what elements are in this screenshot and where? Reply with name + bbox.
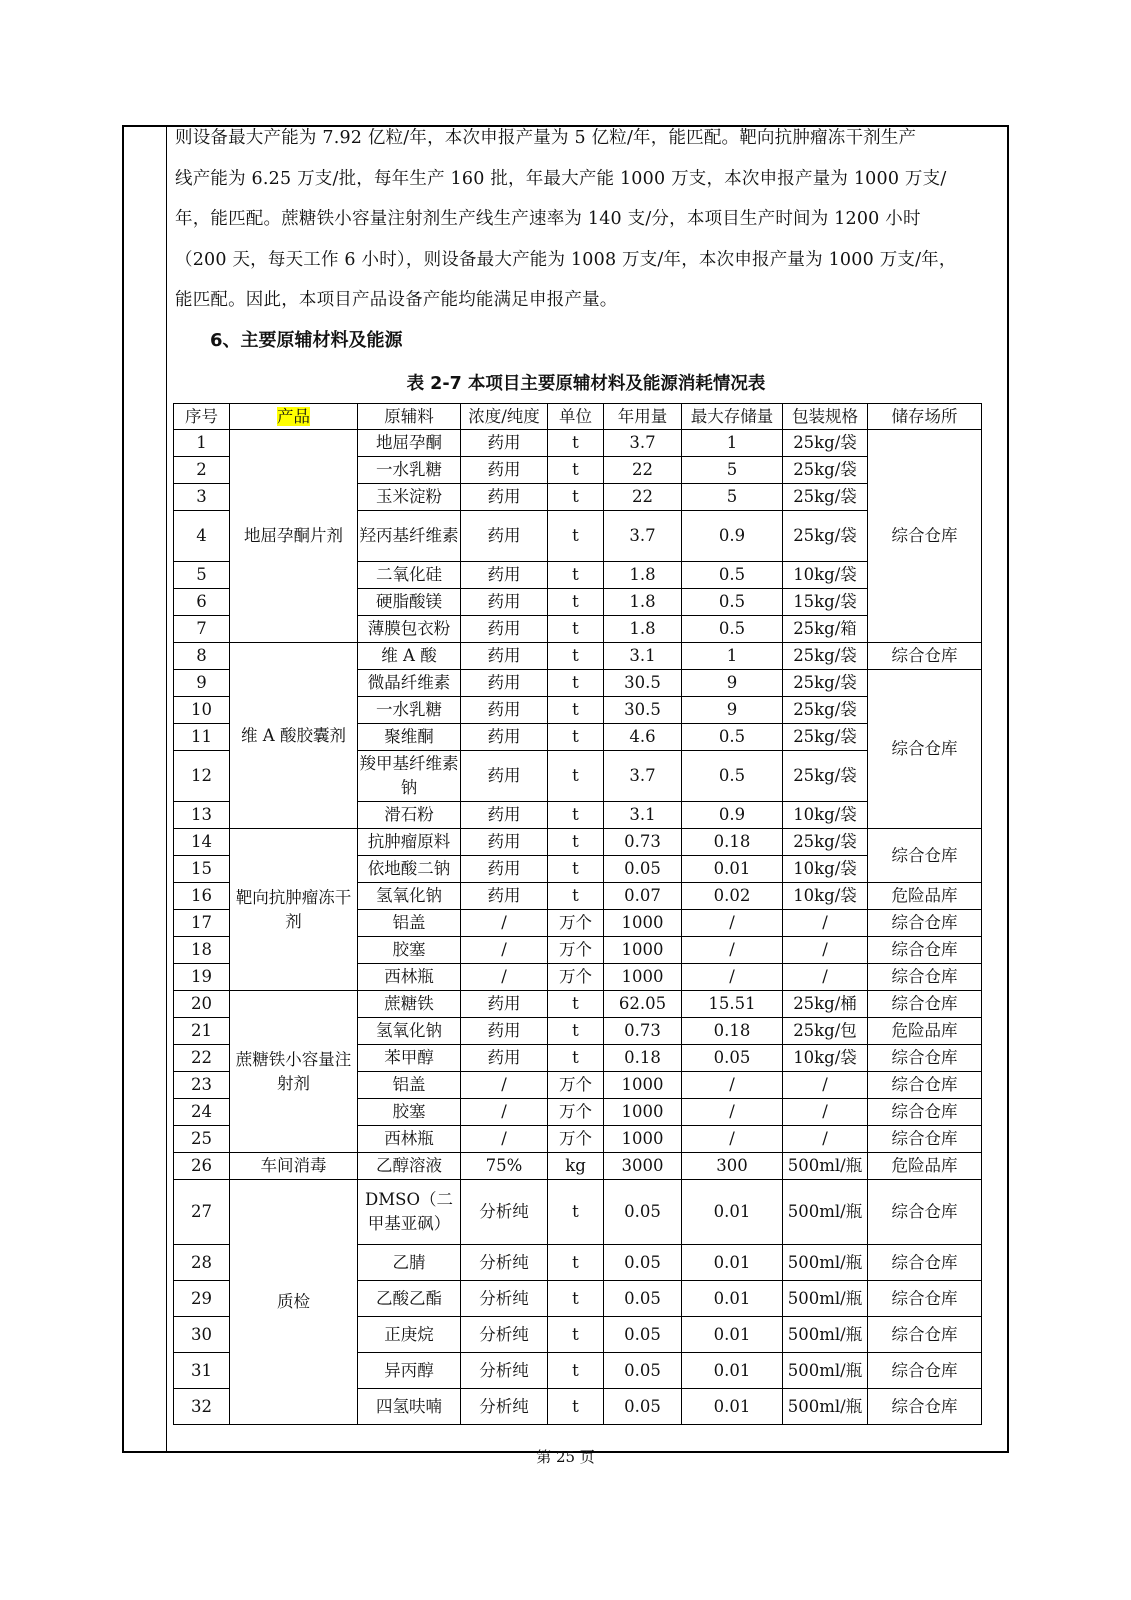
cell-purity: 分析纯 bbox=[461, 1389, 548, 1425]
cell-unit: t bbox=[548, 616, 604, 643]
cell-storage-place: 综合仓库 bbox=[868, 1099, 982, 1126]
cell-material: 羧甲基纤维素钠 bbox=[358, 751, 461, 802]
cell-package: 10kg/袋 bbox=[783, 856, 868, 883]
cell-index: 20 bbox=[174, 991, 230, 1018]
cell-index: 10 bbox=[174, 697, 230, 724]
cell-annual-usage: 3.7 bbox=[604, 751, 682, 802]
cell-purity: 药用 bbox=[461, 1018, 548, 1045]
cell-annual-usage: 4.6 bbox=[604, 724, 682, 751]
cell-unit: t bbox=[548, 643, 604, 670]
cell-max-storage: / bbox=[682, 910, 783, 937]
cell-index: 4 bbox=[174, 511, 230, 562]
cell-annual-usage: 22 bbox=[604, 457, 682, 484]
table-row bbox=[174, 430, 982, 457]
cell-material: 羟丙基纤维素 bbox=[358, 511, 461, 562]
cell-annual-usage: 1000 bbox=[604, 1099, 682, 1126]
cell-max-storage: 0.01 bbox=[682, 1353, 783, 1389]
cell-storage-place: 综合仓库 bbox=[868, 964, 982, 991]
cell-purity: 分析纯 bbox=[461, 1281, 548, 1317]
cell-storage-place: 综合仓库 bbox=[868, 1126, 982, 1153]
cell-annual-usage: 1000 bbox=[604, 910, 682, 937]
cell-index: 23 bbox=[174, 1072, 230, 1099]
cell-storage-place: 综合仓库 bbox=[868, 430, 982, 643]
cell-unit: t bbox=[548, 1389, 604, 1425]
cell-material: DMSO（二甲基亚砜） bbox=[358, 1180, 461, 1245]
header-max-storage: 最大存储量 bbox=[682, 404, 783, 430]
cell-max-storage: 0.18 bbox=[682, 829, 783, 856]
cell-max-storage: 0.01 bbox=[682, 1317, 783, 1353]
cell-package: 500ml/瓶 bbox=[783, 1281, 868, 1317]
cell-purity: / bbox=[461, 910, 548, 937]
cell-index: 15 bbox=[174, 856, 230, 883]
cell-unit: t bbox=[548, 457, 604, 484]
cell-purity: 药用 bbox=[461, 643, 548, 670]
cell-index: 14 bbox=[174, 829, 230, 856]
cell-max-storage: 0.5 bbox=[682, 751, 783, 802]
cell-purity: 药用 bbox=[461, 430, 548, 457]
cell-package: 25kg/袋 bbox=[783, 511, 868, 562]
cell-package: 500ml/瓶 bbox=[783, 1180, 868, 1245]
cell-annual-usage: 0.05 bbox=[604, 856, 682, 883]
cell-annual-usage: 0.05 bbox=[604, 1389, 682, 1425]
cell-unit: t bbox=[548, 1018, 604, 1045]
cell-purity: 药用 bbox=[461, 724, 548, 751]
cell-index: 26 bbox=[174, 1153, 230, 1180]
cell-material: 西林瓶 bbox=[358, 1126, 461, 1153]
cell-annual-usage: 22 bbox=[604, 484, 682, 511]
cell-package: 25kg/包 bbox=[783, 1018, 868, 1045]
cell-product: 车间消毒 bbox=[230, 1153, 358, 1180]
cell-material: 铝盖 bbox=[358, 1072, 461, 1099]
cell-max-storage: 0.9 bbox=[682, 802, 783, 829]
cell-index: 31 bbox=[174, 1353, 230, 1389]
cell-storage-place: 危险品库 bbox=[868, 1018, 982, 1045]
cell-index: 28 bbox=[174, 1245, 230, 1281]
cell-annual-usage: 0.05 bbox=[604, 1245, 682, 1281]
cell-unit: 万个 bbox=[548, 964, 604, 991]
cell-annual-usage: 3.7 bbox=[604, 430, 682, 457]
header-unit: 单位 bbox=[548, 404, 604, 430]
cell-storage-place: 综合仓库 bbox=[868, 1281, 982, 1317]
materials-table bbox=[173, 403, 982, 1425]
cell-max-storage: 0.5 bbox=[682, 589, 783, 616]
cell-max-storage: 0.5 bbox=[682, 724, 783, 751]
cell-index: 2 bbox=[174, 457, 230, 484]
cell-max-storage: 0.5 bbox=[682, 562, 783, 589]
table-caption: 表 2-7 本项目主要原辅材料及能源消耗情况表 bbox=[406, 374, 766, 394]
header-package: 包装规格 bbox=[783, 404, 868, 430]
cell-material: 硬脂酸镁 bbox=[358, 589, 461, 616]
cell-index: 30 bbox=[174, 1317, 230, 1353]
cell-package: 15kg/袋 bbox=[783, 589, 868, 616]
cell-purity: 药用 bbox=[461, 802, 548, 829]
cell-material: 胶塞 bbox=[358, 1099, 461, 1126]
cell-material: 正庚烷 bbox=[358, 1317, 461, 1353]
cell-package: 25kg/袋 bbox=[783, 643, 868, 670]
cell-material: 蔗糖铁 bbox=[358, 991, 461, 1018]
cell-material: 四氢呋喃 bbox=[358, 1389, 461, 1425]
cell-max-storage: 0.01 bbox=[682, 1389, 783, 1425]
paragraph-line: 线产能为 6.25 万支/批，每年生产 160 批，年最大产能 1000 万支，本次申报产量为 1000 万支/ bbox=[175, 168, 947, 189]
cell-index: 29 bbox=[174, 1281, 230, 1317]
cell-index: 11 bbox=[174, 724, 230, 751]
cell-unit: t bbox=[548, 1045, 604, 1072]
cell-package: 500ml/瓶 bbox=[783, 1389, 868, 1425]
cell-unit: t bbox=[548, 1180, 604, 1245]
cell-storage-place: 综合仓库 bbox=[868, 991, 982, 1018]
cell-unit: t bbox=[548, 883, 604, 910]
cell-index: 13 bbox=[174, 802, 230, 829]
cell-package: 10kg/袋 bbox=[783, 562, 868, 589]
cell-material: 氢氧化钠 bbox=[358, 1018, 461, 1045]
cell-purity: 75% bbox=[461, 1153, 548, 1180]
cell-package: 10kg/袋 bbox=[783, 1045, 868, 1072]
cell-max-storage: 0.01 bbox=[682, 1245, 783, 1281]
cell-annual-usage: 1000 bbox=[604, 937, 682, 964]
cell-unit: 万个 bbox=[548, 1126, 604, 1153]
cell-material: 聚维酮 bbox=[358, 724, 461, 751]
cell-storage-place: 综合仓库 bbox=[868, 1072, 982, 1099]
cell-storage-place: 危险品库 bbox=[868, 1153, 982, 1180]
cell-purity: 药用 bbox=[461, 697, 548, 724]
cell-unit: t bbox=[548, 562, 604, 589]
cell-package: 10kg/袋 bbox=[783, 802, 868, 829]
cell-index: 24 bbox=[174, 1099, 230, 1126]
cell-purity: 药用 bbox=[461, 856, 548, 883]
cell-unit: t bbox=[548, 1245, 604, 1281]
cell-unit: t bbox=[548, 802, 604, 829]
cell-unit: 万个 bbox=[548, 910, 604, 937]
cell-max-storage: / bbox=[682, 1126, 783, 1153]
cell-purity: 分析纯 bbox=[461, 1245, 548, 1281]
cell-unit: t bbox=[548, 856, 604, 883]
cell-purity: 分析纯 bbox=[461, 1180, 548, 1245]
cell-material: 乙酸乙酯 bbox=[358, 1281, 461, 1317]
cell-purity: 分析纯 bbox=[461, 1353, 548, 1389]
cell-purity: 药用 bbox=[461, 589, 548, 616]
cell-storage-place: 综合仓库 bbox=[868, 643, 982, 670]
cell-material: 维 A 酸 bbox=[358, 643, 461, 670]
cell-material: 地屈孕酮 bbox=[358, 430, 461, 457]
header-product bbox=[230, 404, 358, 430]
cell-storage-place: 综合仓库 bbox=[868, 1353, 982, 1389]
cell-purity: 药用 bbox=[461, 991, 548, 1018]
cell-storage-place: 综合仓库 bbox=[868, 937, 982, 964]
cell-purity: 药用 bbox=[461, 616, 548, 643]
cell-annual-usage: 1.8 bbox=[604, 589, 682, 616]
cell-unit: 万个 bbox=[548, 1072, 604, 1099]
cell-unit: t bbox=[548, 484, 604, 511]
cell-unit: t bbox=[548, 991, 604, 1018]
header-material: 原辅料 bbox=[358, 404, 461, 430]
cell-purity: 药用 bbox=[461, 562, 548, 589]
cell-max-storage: / bbox=[682, 964, 783, 991]
cell-product: 蔗糖铁小容量注射剂 bbox=[230, 991, 358, 1153]
cell-unit: t bbox=[548, 1281, 604, 1317]
cell-index: 17 bbox=[174, 910, 230, 937]
cell-package: 500ml/瓶 bbox=[783, 1153, 868, 1180]
cell-package: 25kg/袋 bbox=[783, 829, 868, 856]
cell-unit: t bbox=[548, 724, 604, 751]
header-storage-place: 储存场所 bbox=[868, 404, 982, 430]
cell-max-storage: 0.01 bbox=[682, 1180, 783, 1245]
cell-index: 12 bbox=[174, 751, 230, 802]
cell-unit: t bbox=[548, 1353, 604, 1389]
cell-package: 25kg/箱 bbox=[783, 616, 868, 643]
cell-product: 维 A 酸胶囊剂 bbox=[230, 643, 358, 829]
cell-package: / bbox=[783, 910, 868, 937]
cell-purity: 药用 bbox=[461, 670, 548, 697]
cell-annual-usage: 0.05 bbox=[604, 1281, 682, 1317]
cell-index: 5 bbox=[174, 562, 230, 589]
cell-annual-usage: 3.1 bbox=[604, 802, 682, 829]
cell-package: / bbox=[783, 1099, 868, 1126]
cell-index: 6 bbox=[174, 589, 230, 616]
cell-annual-usage: 3.7 bbox=[604, 511, 682, 562]
cell-package: 25kg/袋 bbox=[783, 457, 868, 484]
table-row bbox=[174, 991, 982, 1018]
cell-annual-usage: 62.05 bbox=[604, 991, 682, 1018]
paragraph-line: 年，能匹配。蔗糖铁小容量注射剂生产线生产速率为 140 支/分，本项目生产时间为 1200 小时 bbox=[175, 209, 921, 229]
cell-annual-usage: 0.05 bbox=[604, 1353, 682, 1389]
cell-storage-place: 综合仓库 bbox=[868, 1045, 982, 1072]
cell-unit: 万个 bbox=[548, 937, 604, 964]
cell-max-storage: 0.18 bbox=[682, 1018, 783, 1045]
cell-package: / bbox=[783, 964, 868, 991]
cell-index: 9 bbox=[174, 670, 230, 697]
cell-package: 500ml/瓶 bbox=[783, 1245, 868, 1281]
cell-purity: / bbox=[461, 964, 548, 991]
table-header-row bbox=[174, 404, 982, 430]
cell-unit: t bbox=[548, 589, 604, 616]
cell-package: 25kg/袋 bbox=[783, 430, 868, 457]
cell-material: 西林瓶 bbox=[358, 964, 461, 991]
cell-max-storage: 1 bbox=[682, 430, 783, 457]
cell-material: 苯甲醇 bbox=[358, 1045, 461, 1072]
cell-annual-usage: 0.73 bbox=[604, 829, 682, 856]
cell-unit: t bbox=[548, 670, 604, 697]
cell-material: 一水乳糖 bbox=[358, 457, 461, 484]
cell-index: 22 bbox=[174, 1045, 230, 1072]
cell-purity: / bbox=[461, 1099, 548, 1126]
cell-package: 25kg/袋 bbox=[783, 484, 868, 511]
cell-unit: t bbox=[548, 1317, 604, 1353]
cell-annual-usage: 1000 bbox=[604, 1126, 682, 1153]
cell-max-storage: 300 bbox=[682, 1153, 783, 1180]
cell-package: 500ml/瓶 bbox=[783, 1353, 868, 1389]
cell-package: 25kg/袋 bbox=[783, 670, 868, 697]
cell-annual-usage: 30.5 bbox=[604, 670, 682, 697]
cell-storage-place: 综合仓库 bbox=[868, 829, 982, 883]
frame-divider bbox=[166, 127, 167, 1451]
header-index: 序号 bbox=[174, 404, 230, 430]
table-row bbox=[174, 1153, 982, 1180]
header-annual-usage: 年用量 bbox=[604, 404, 682, 430]
cell-material: 二氧化硅 bbox=[358, 562, 461, 589]
cell-annual-usage: 1.8 bbox=[604, 616, 682, 643]
cell-material: 胶塞 bbox=[358, 937, 461, 964]
cell-material: 一水乳糖 bbox=[358, 697, 461, 724]
header-purity: 浓度/纯度 bbox=[461, 404, 548, 430]
cell-purity: 药用 bbox=[461, 511, 548, 562]
cell-max-storage: 9 bbox=[682, 670, 783, 697]
cell-material: 氢氧化钠 bbox=[358, 883, 461, 910]
cell-max-storage: 5 bbox=[682, 484, 783, 511]
cell-storage-place: 综合仓库 bbox=[868, 1317, 982, 1353]
cell-purity: 药用 bbox=[461, 457, 548, 484]
cell-storage-place: 综合仓库 bbox=[868, 910, 982, 937]
cell-max-storage: 0.01 bbox=[682, 856, 783, 883]
cell-material: 乙腈 bbox=[358, 1245, 461, 1281]
cell-purity: 分析纯 bbox=[461, 1317, 548, 1353]
cell-index: 19 bbox=[174, 964, 230, 991]
cell-index: 21 bbox=[174, 1018, 230, 1045]
cell-unit: t bbox=[548, 697, 604, 724]
cell-material: 玉米淀粉 bbox=[358, 484, 461, 511]
cell-product: 靶向抗肿瘤冻干剂 bbox=[230, 829, 358, 991]
cell-purity: / bbox=[461, 937, 548, 964]
table-body bbox=[174, 430, 982, 1425]
cell-material: 乙醇溶液 bbox=[358, 1153, 461, 1180]
cell-package: / bbox=[783, 1072, 868, 1099]
cell-index: 3 bbox=[174, 484, 230, 511]
page-number: 第 25 页 bbox=[536, 1448, 595, 1466]
cell-storage-place: 综合仓库 bbox=[868, 1389, 982, 1425]
cell-storage-place: 综合仓库 bbox=[868, 1245, 982, 1281]
cell-unit: t bbox=[548, 751, 604, 802]
section-heading: 6、主要原辅材料及能源 bbox=[210, 330, 403, 351]
cell-storage-place: 综合仓库 bbox=[868, 670, 982, 829]
cell-package: 25kg/桶 bbox=[783, 991, 868, 1018]
cell-index: 7 bbox=[174, 616, 230, 643]
cell-package: 25kg/袋 bbox=[783, 724, 868, 751]
cell-material: 微晶纤维素 bbox=[358, 670, 461, 697]
cell-package: 500ml/瓶 bbox=[783, 1317, 868, 1353]
cell-max-storage: / bbox=[682, 1072, 783, 1099]
cell-index: 1 bbox=[174, 430, 230, 457]
cell-index: 32 bbox=[174, 1389, 230, 1425]
cell-purity: 药用 bbox=[461, 829, 548, 856]
cell-annual-usage: 0.18 bbox=[604, 1045, 682, 1072]
cell-unit: 万个 bbox=[548, 1099, 604, 1126]
cell-max-storage: 15.51 bbox=[682, 991, 783, 1018]
cell-purity: 药用 bbox=[461, 751, 548, 802]
cell-max-storage: 5 bbox=[682, 457, 783, 484]
cell-max-storage: 0.01 bbox=[682, 1281, 783, 1317]
cell-annual-usage: 1.8 bbox=[604, 562, 682, 589]
cell-max-storage: / bbox=[682, 937, 783, 964]
cell-unit: kg bbox=[548, 1153, 604, 1180]
cell-annual-usage: 30.5 bbox=[604, 697, 682, 724]
cell-package: 10kg/袋 bbox=[783, 883, 868, 910]
cell-max-storage: 0.5 bbox=[682, 616, 783, 643]
cell-purity: 药用 bbox=[461, 883, 548, 910]
cell-annual-usage: 1000 bbox=[604, 1072, 682, 1099]
cell-max-storage: 9 bbox=[682, 697, 783, 724]
cell-purity: / bbox=[461, 1126, 548, 1153]
cell-material: 依地酸二钠 bbox=[358, 856, 461, 883]
header-product-label: 产品 bbox=[277, 406, 310, 426]
cell-purity: / bbox=[461, 1072, 548, 1099]
cell-index: 16 bbox=[174, 883, 230, 910]
cell-product: 质检 bbox=[230, 1180, 358, 1425]
cell-max-storage: / bbox=[682, 1099, 783, 1126]
cell-package: 25kg/袋 bbox=[783, 751, 868, 802]
table-row bbox=[174, 643, 982, 670]
cell-unit: t bbox=[548, 829, 604, 856]
cell-purity: 药用 bbox=[461, 484, 548, 511]
cell-purity: 药用 bbox=[461, 1045, 548, 1072]
table-row bbox=[174, 829, 982, 856]
cell-annual-usage: 3000 bbox=[604, 1153, 682, 1180]
cell-max-storage: 0.05 bbox=[682, 1045, 783, 1072]
paragraph-line: （200 天，每天工作 6 小时），则设备最大产能为 1008 万支/年，本次申报产量为 1000 万支/年， bbox=[175, 249, 957, 270]
cell-package: / bbox=[783, 1126, 868, 1153]
cell-annual-usage: 0.05 bbox=[604, 1180, 682, 1245]
cell-storage-place: 综合仓库 bbox=[868, 1180, 982, 1245]
cell-index: 25 bbox=[174, 1126, 230, 1153]
cell-max-storage: 0.02 bbox=[682, 883, 783, 910]
cell-index: 8 bbox=[174, 643, 230, 670]
cell-index: 27 bbox=[174, 1180, 230, 1245]
cell-material: 异丙醇 bbox=[358, 1353, 461, 1389]
cell-index: 18 bbox=[174, 937, 230, 964]
cell-unit: t bbox=[548, 511, 604, 562]
cell-annual-usage: 0.07 bbox=[604, 883, 682, 910]
table-row bbox=[174, 1180, 982, 1245]
cell-annual-usage: 0.73 bbox=[604, 1018, 682, 1045]
cell-max-storage: 1 bbox=[682, 643, 783, 670]
cell-annual-usage: 1000 bbox=[604, 964, 682, 991]
cell-material: 铝盖 bbox=[358, 910, 461, 937]
cell-storage-place: 危险品库 bbox=[868, 883, 982, 910]
cell-annual-usage: 0.05 bbox=[604, 1317, 682, 1353]
cell-product: 地屈孕酮片剂 bbox=[230, 430, 358, 643]
cell-package: 25kg/袋 bbox=[783, 697, 868, 724]
cell-unit: t bbox=[548, 430, 604, 457]
cell-material: 抗肿瘤原料 bbox=[358, 829, 461, 856]
cell-material: 滑石粉 bbox=[358, 802, 461, 829]
body-paragraph bbox=[175, 118, 997, 321]
paragraph-line: 能匹配。因此，本项目产品设备产能均能满足申报产量。 bbox=[175, 290, 618, 310]
paragraph-line: 则设备最大产能为 7.92 亿粒/年，本次申报产量为 5 亿粒/年，能匹配。靶向抗肿瘤冻干剂生产 bbox=[175, 128, 917, 148]
cell-annual-usage: 3.1 bbox=[604, 643, 682, 670]
cell-max-storage: 0.9 bbox=[682, 511, 783, 562]
cell-package: / bbox=[783, 937, 868, 964]
cell-material: 薄膜包衣粉 bbox=[358, 616, 461, 643]
